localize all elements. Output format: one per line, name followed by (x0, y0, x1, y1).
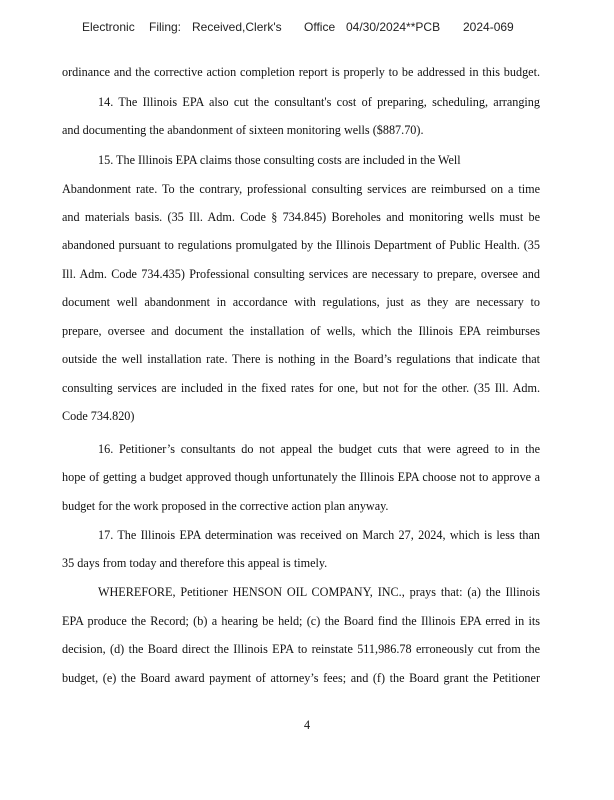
text-line: hope of getting a budget approved though unfortunately the Illinois EPA choose not to approve a (62, 470, 540, 484)
text-line: document well abandonment in accordance with regulations, just as they are necessary to (62, 295, 540, 309)
text-line: EPA produce the Record; (b) a hearing be held; (c) the Board find the Illinois EPA erred in its (62, 614, 540, 628)
text-line: budget for the work proposed in the corrective action plan anyway. (62, 499, 389, 513)
text-line: decision, (d) the Board direct the Illinois EPA to reinstate 511,986.78 erroneously cut from the (62, 642, 540, 656)
text-line: 35 days from today and therefore this appeal is timely. (62, 556, 328, 570)
header-part: Filing: (149, 20, 182, 34)
paragraph-15-line: 15. The Illinois EPA claims those consulting costs are included in the Well (98, 153, 461, 167)
text-line: Ill. Adm. Code 734.435) Professional consulting services are necessary to prepare, oversee and (62, 267, 540, 281)
header-part: Electronic (82, 20, 135, 34)
text-line: Code 734.820) (62, 409, 135, 423)
header-part: Received,Clerk's (192, 20, 282, 34)
page-number: 4 (303, 718, 311, 732)
header-part: 2024-069 (463, 20, 514, 34)
paragraph-14-line: 14. The Illinois EPA also cut the consultant's cost of preparing, scheduling, arranging (98, 95, 540, 109)
header-part: Office (304, 20, 336, 34)
text-line: and documenting the abandonment of sixteen monitoring wells ($887.70). (62, 123, 424, 137)
text-line: consulting services are included in the fixed rates for one, but not for the other. (35 Ill. Adm. (62, 381, 540, 395)
text-line: and materials basis. (35 Ill. Adm. Code § 734.845) Boreholes and monitoring wells must be (62, 210, 540, 224)
text-line: ordinance and the corrective action completion report is properly to be addressed in this budget. (62, 65, 540, 79)
text-line: Abandonment rate. To the contrary, professional consulting services are reimbursed on a time (62, 182, 540, 196)
text-line: prepare, oversee and document the installation of wells, which the Illinois EPA reimburses (62, 324, 540, 338)
text-line: budget, (e) the Board award payment of attorney’s fees; and (f) the Board grant the Petitioner (62, 671, 540, 685)
text-line: abandoned pursuant to regulations promulgated by the Illinois Department of Public Health. (35 (62, 238, 540, 252)
paragraph-16-line: 16. Petitioner’s consultants do not appeal the budget cuts that were agreed to in the (98, 442, 540, 456)
text-line: outside the well installation rate. There is nothing in the Board’s regulations that indicate that (62, 352, 540, 366)
paragraph-17-line: 17. The Illinois EPA determination was received on March 27, 2024, which is less than (98, 528, 540, 542)
wherefore-line: WHEREFORE, Petitioner HENSON OIL COMPANY, INC., prays that: (a) the Illinois (98, 585, 540, 599)
header-part: 04/30/2024**PCB (346, 20, 441, 34)
